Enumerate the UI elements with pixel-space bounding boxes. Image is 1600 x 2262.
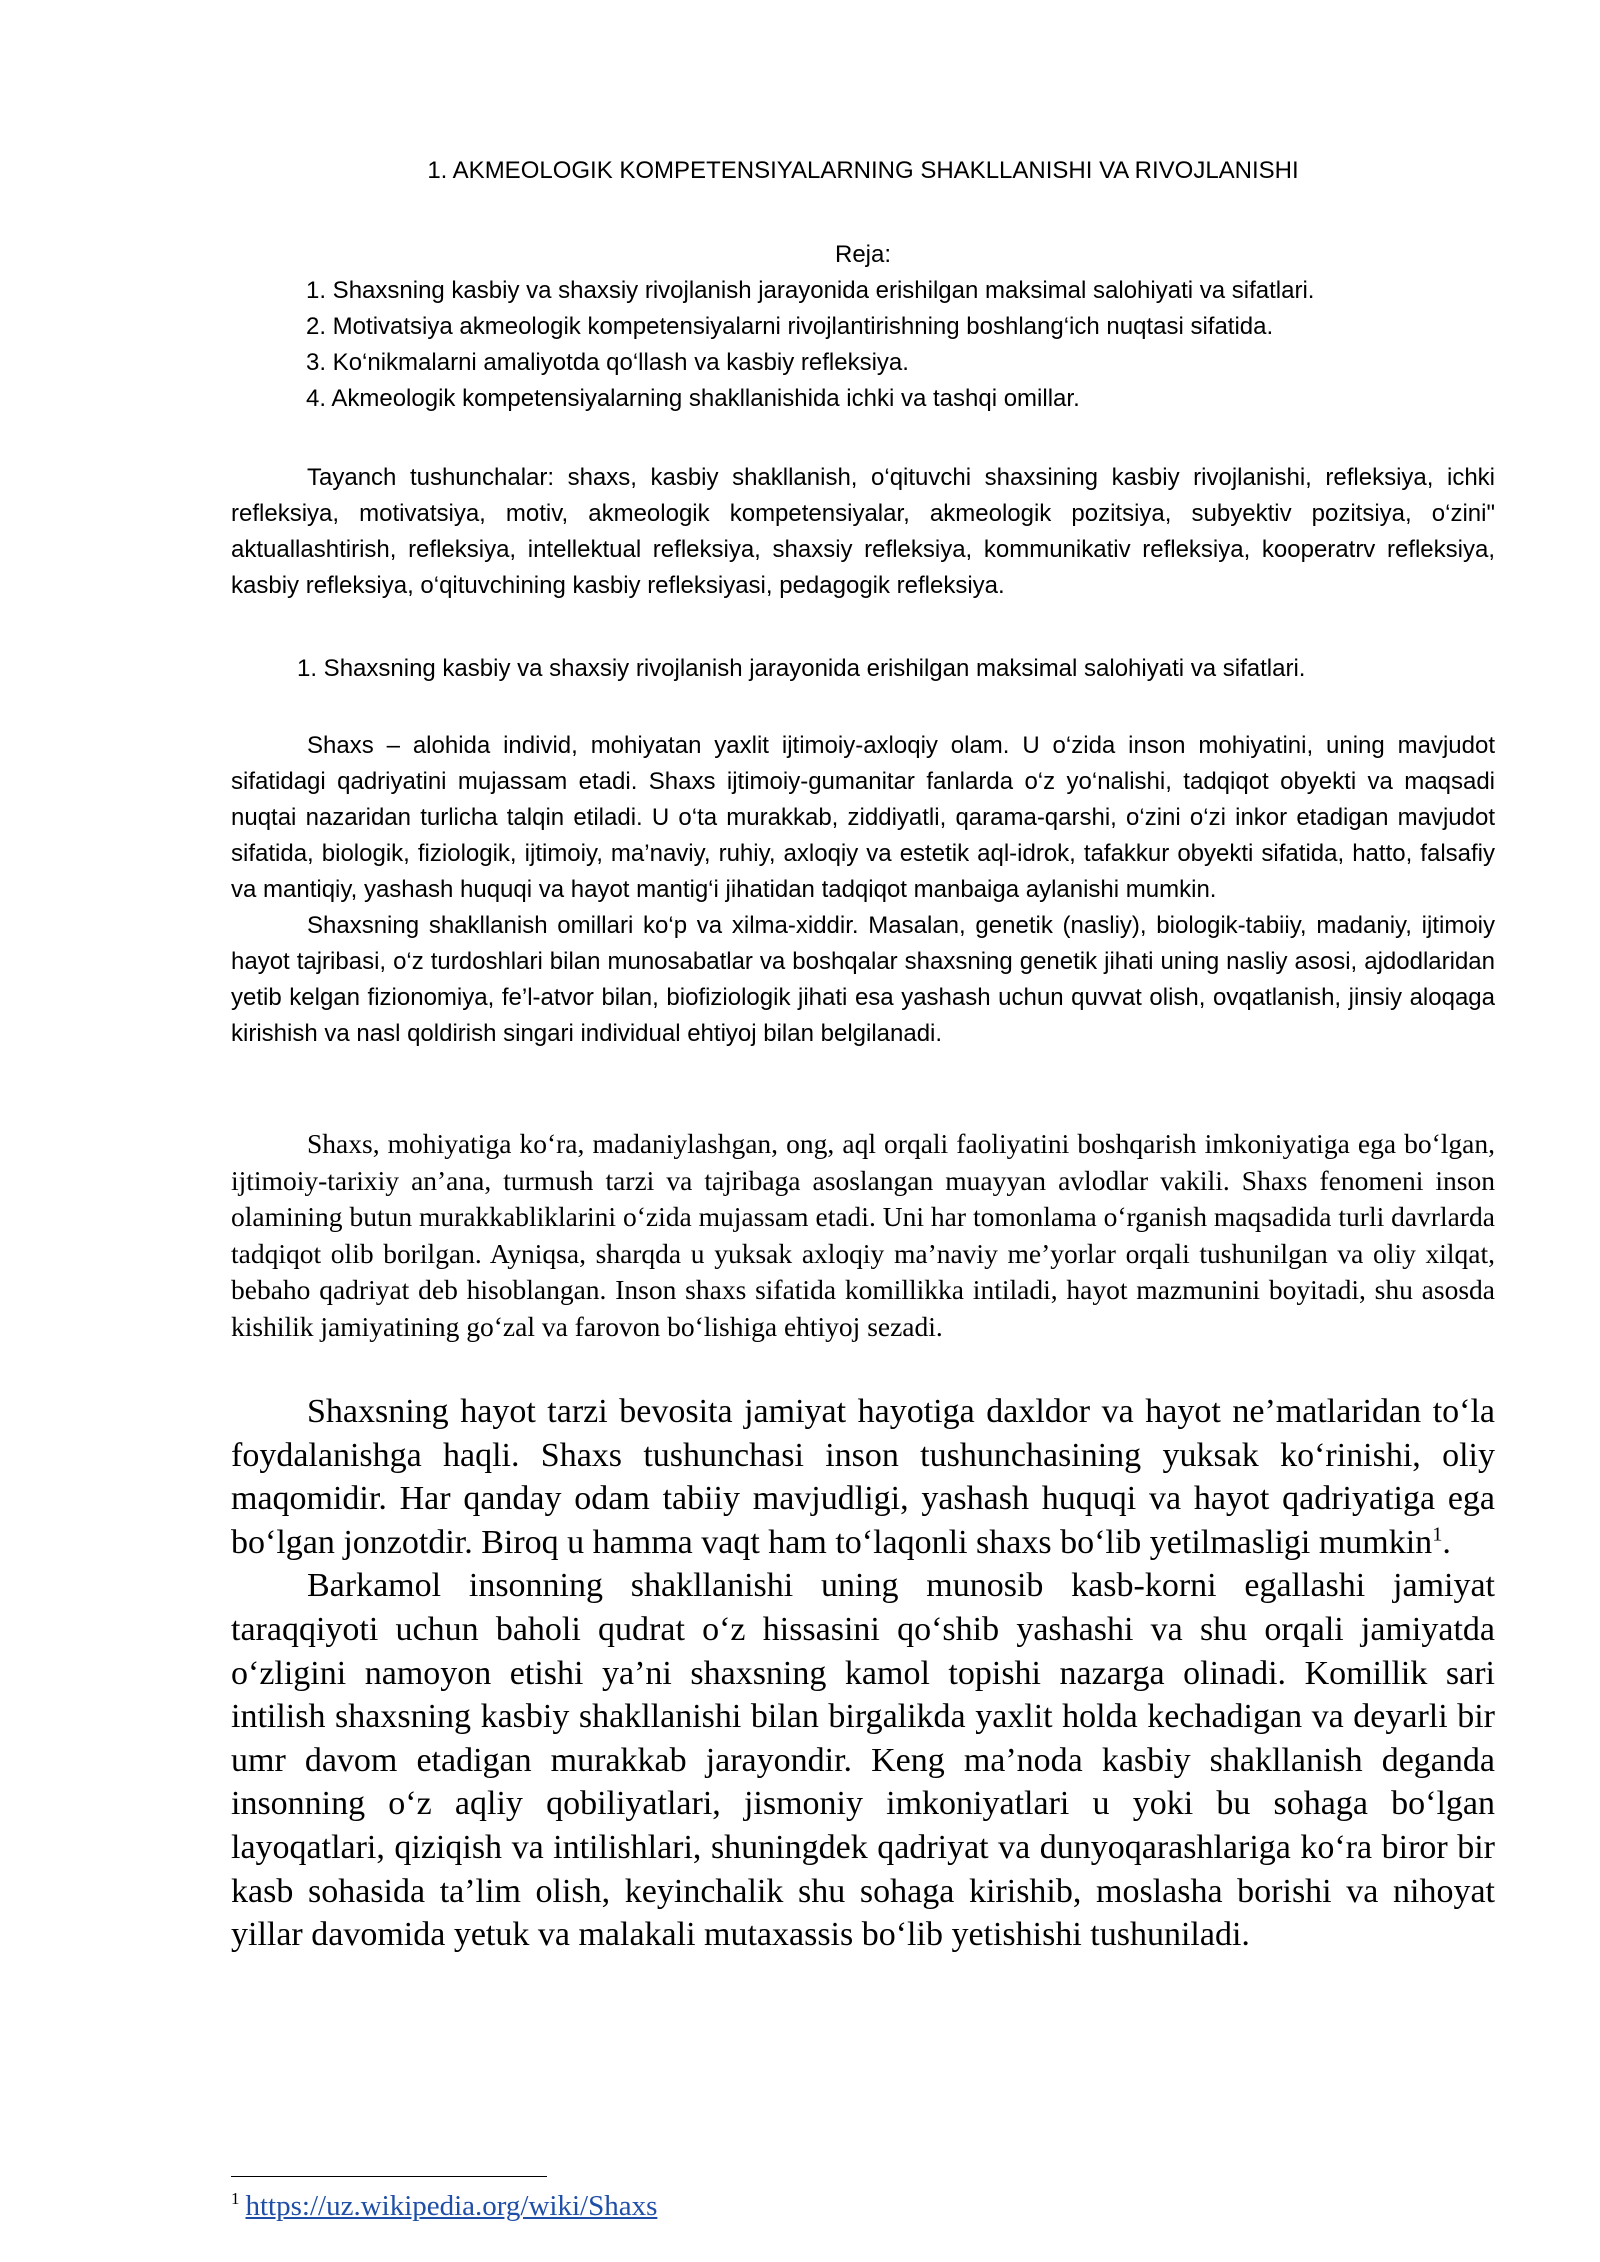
plan-item: 1. Shaxsning kasbiy va shaxsiy rivojlanish jarayonida erishilgan maksimal salohiyati va sifatlari. [306,277,1315,304]
paragraph [231,1390,1495,1564]
plan-item: 2. Motivatsiya akmeologik kompetensiyalarni rivojlantirishning boshlang‘ich nuqtasi sifatida. [306,313,1274,340]
body-sans [231,728,1495,1052]
footnote [231,2188,1131,2224]
paragraph: Shaxsning shakllanish omillari ko‘p va xilma-xiddir. Masalan, genetik (nasliy), biologik-tabiiy, madaniy, ijtimoiy hayot tajribasi, o‘z turdoshlari bilan munosabatlar va boshqalar shaxsning genetik jihati uning nasliy asosi, ajdodlaridan yetib kelgan fizionomiya, fe’l-atvor bilan, biofiziologik jihati esa yashash uchun quvvat olish, ovqatlanish, jinsiy aloqaga kirishish va nasl qoldirish singari individual ehtiyoj bilan belgilanadi. [231,912,1495,1047]
plan-item: 3. Ko‘nikmalarni amaliyotda qo‘llash va kasbiy refleksiya. [306,349,909,376]
footnote-reference[interactable]: 1 [1432,1523,1443,1546]
body-serif-large [231,1390,1495,1957]
key-concepts [231,460,1495,604]
key-concepts-text: Tayanch tushunchalar: shaxs, kasbiy shakllanish, o‘qituvchi shaxsining kasbiy rivojlanishi, refleksiya, ichki refleksiya, motivatsiya, motiv, akmeologik kompetensiyalar, akmeologik pozitsiya, subyektiv pozitsiya, o‘zini" aktuallashtirish, refleksiya, intellektual refleksiya, shaxsiy refleksiya, kommunikativ refleksiya, kooperatrv refleksiya, kasbiy refleksiya, o‘qituvchining kasbiy refleksiyasi, pedagogik refleksiya. [231,464,1495,599]
document-title: 1. AKMEOLOGIK KOMPETENSIYALARNING SHAKLLANISHI VA RIVOJLANISHI [427,157,1299,184]
plan-list [306,273,1495,417]
paragraph: Shaxs, mohiyatiga ko‘ra, madaniylashgan, ong, aql orqali faoliyatini boshqarish imkoniyatiga ega bo‘lgan, ijtimoiy-tarixiy an’ana, turmush tarzi va tajribaga asoslangan muayyan avlodlar vakili. Shaxs fenomeni inson olamining butun murakkabliklarini o‘zida mujassam etadi. Uni har tomonlama o‘rganish maqsadida turli davrlarda tadqiqot olib borilgan. Ayniqsa, sharqda u yuksak axloqiy ma’naviy me’yorlar orqali tushunilgan va oliy xilqat, bebaho qadriyat deb hisoblangan. Inson shaxs sifatida komillikka intiladi, hayot mazmunini boyitadi, shu asosda kishilik jamiyatining go‘zal va farovon bo‘lishiga ehtiyoj sezadi. [231,1128,1495,1342]
footnote-link[interactable]: https://uz.wikipedia.org/wiki/Shaxs [245,2190,658,2222]
section-heading: 1. Shaxsning kasbiy va shaxsiy rivojlanish jarayonida erishilgan maksimal salohiyati va sifatlari. [297,655,1306,682]
paragraph: Shaxs – alohida individ, mohiyatan yaxlit ijtimoiy-axloqiy olam. U o‘zida inson mohiyatini, uning mavjudot sifatidagi qadriyatini mujassam etadi. Shaxs ijtimoiy-gumanitar fanlarda o‘z yo‘nalishi, tadqiqot obyekti va maqsadi nuqtai nazaridan turlicha talqin etiladi. U o‘ta murakkab, ziddiyatli, qarama-qarshi, o‘zini o‘zi inkor etadigan mavjudot sifatida, biologik, fiziologik, ijtimoiy, ma’naviy, ruhiy, axloqiy va estetik aql-idrok, tafakkur obyekti sifatida, hatto, falsafiy va mantiqiy, yashash huquqi va hayot mantig‘i jihatidan tadqiqot manbaiga aylanishi mumkin. [231,732,1495,903]
body-serif [231,1126,1495,1345]
paragraph-text: Shaxsning hayot tarzi bevosita jamiyat hayotiga daxldor va hayot ne’matlaridan to‘la foydalanishga haqli. Shaxs tushunchasi inson tushunchasining yuksak ko‘rinishi, oliy maqomidir. Har qanday odam tabiiy mavjudligi, yashash huquqi va hayot qadriyatiga ega bo‘lgan jonzotdir. Biroq u hamma vaqt ham to‘laqonli shaxs bo‘lib yetilmasligi mumkin [231,1393,1495,1561]
footnote-separator [231,2176,547,2177]
plan-heading: Reja: [834,241,892,268]
footnote-mark: 1 [231,2189,240,2209]
plan-item: 4. Akmeologik kompetensiyalarning shakllanishida ichki va tashqi omillar. [306,385,1080,412]
paragraph-end: . [1442,1523,1451,1561]
paragraph: Barkamol insonning shakllanishi uning munosib kasb-korni egallashi jamiyat taraqqiyoti uchun baholi qudrat o‘z hissasini qo‘shib yashashi va shu orqali jamiyatda o‘zligini namoyon etishi ya’ni shaxsning kamol topishi nazarga olinadi. Komillik sari intilish shaxsning kasbiy shakllanishi bilan birgalikda yaxlit holda kechadigan va deyarli bir umr davom etadigan murakkab jarayondir. Keng ma’noda kasbiy shakllanish deganda insonning o‘z aqliy qobiliyatlari, jismoniy imkoniyatlari u yoki bu sohaga bo‘lgan layoqatlari, qiziqish va intilishlari, shuningdek qadriyat va dunyoqarashlariga ko‘ra biror bir kasb sohasida ta’lim olish, keyinchalik shu sohaga kirishib, moslasha borishi va nihoyat yillar davomida yetuk va malakali mutaxassis bo‘lib yetishishi tushuniladi. [231,1567,1495,1954]
